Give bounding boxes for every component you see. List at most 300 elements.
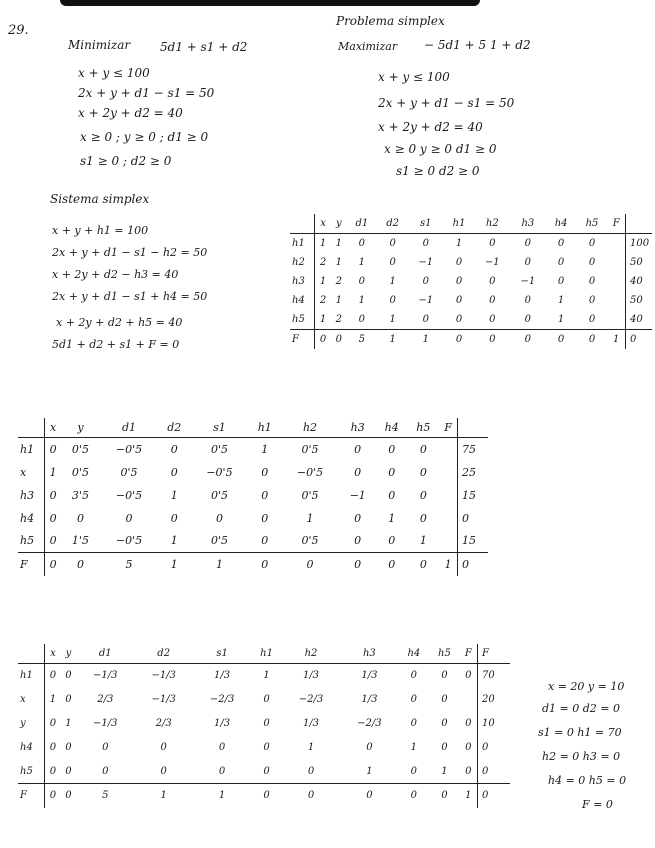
cell: 0	[160, 742, 167, 753]
rhs-cell: 100	[626, 234, 653, 254]
constraint-2: 2x + y + d1 − s1 = 50	[78, 86, 215, 100]
system-eq-2: 2x + y + d1 − s1 − h2 = 50	[52, 246, 208, 259]
cell: 0	[524, 314, 532, 325]
cell: 0'5	[301, 488, 319, 502]
cell: 1	[389, 314, 396, 325]
cell: 0	[160, 765, 167, 777]
cell: 0	[546, 330, 577, 350]
row-label: h3	[290, 272, 315, 291]
cell: 1'5	[71, 534, 89, 548]
objective-row	[290, 330, 652, 350]
cell: 0	[588, 295, 596, 306]
cell: 2	[319, 295, 327, 306]
table-row	[18, 530, 488, 553]
row-label: F	[18, 553, 45, 576]
cell: 0	[524, 238, 532, 249]
solution-line-1: x = 20 y = 10	[548, 680, 625, 693]
cell: −1/3	[151, 694, 176, 705]
cell: 0	[410, 670, 418, 682]
col-header: F	[607, 214, 625, 234]
cell: 0'5	[210, 488, 228, 502]
col-header: h1	[444, 214, 475, 234]
rhs-cell: 0	[458, 553, 489, 576]
cell: 0	[441, 718, 448, 729]
col-header: d2	[134, 644, 192, 664]
rhs-cell: 50	[626, 253, 653, 272]
cell: 0	[354, 534, 362, 548]
rhs-header	[626, 214, 653, 234]
cell: 1	[319, 314, 327, 325]
cell: 1	[49, 465, 57, 479]
cell: 1	[358, 295, 366, 306]
corner-cell	[18, 644, 45, 664]
rhs-cell: 0	[478, 736, 511, 760]
cell: 0	[422, 314, 429, 325]
cell: 0	[249, 553, 281, 576]
cell	[607, 310, 625, 330]
cell: 0	[524, 295, 532, 306]
system-eq-5: x + 2y + d2 + h5 = 40	[56, 316, 183, 329]
cell: 0	[263, 765, 270, 777]
cell: 0	[388, 488, 396, 502]
cell: 1	[557, 314, 565, 325]
constraint-3: x + 2y + d2 = 40	[78, 106, 183, 120]
cell: 0	[102, 765, 109, 777]
cell: 0	[76, 511, 84, 525]
cell: 1	[455, 238, 463, 249]
cell: 1	[388, 511, 396, 525]
cell: 0	[489, 276, 496, 287]
rhs-cell: 0	[478, 760, 511, 784]
cell: −1/3	[93, 718, 118, 729]
table-row	[290, 253, 652, 272]
cell: 0	[408, 553, 440, 576]
col-header: d1	[76, 644, 134, 664]
cell	[607, 272, 625, 291]
cell: 0	[510, 330, 546, 350]
cell: 0'5	[301, 442, 319, 456]
table-row	[290, 234, 652, 254]
max-constraint-1: x + y ≤ 100	[378, 70, 450, 84]
cell: 0	[45, 553, 62, 576]
system-eq-3: x + 2y + d2 − h3 = 40	[52, 268, 179, 281]
cell: 0	[389, 295, 396, 306]
col-header: h4	[399, 644, 430, 664]
cell: 0	[489, 295, 496, 306]
col-header: s1	[190, 418, 249, 438]
col-header: h2	[282, 644, 340, 664]
cell: 1	[358, 257, 366, 268]
cell: 0	[441, 670, 448, 682]
cell: 0	[263, 694, 270, 705]
cell: −1	[418, 257, 434, 268]
col-header: h5	[577, 214, 608, 234]
col-header: h3	[340, 644, 398, 664]
cell: 0	[307, 765, 315, 777]
cell: 5	[100, 553, 159, 576]
cell: 1	[319, 276, 327, 287]
cell: 0	[489, 314, 496, 325]
rhs-header	[458, 418, 489, 438]
cell: 0	[388, 465, 396, 479]
cell: 0	[61, 784, 76, 808]
cell: 0	[419, 511, 427, 525]
col-header: s1	[408, 214, 444, 234]
table-row	[290, 291, 652, 310]
col-header: h5	[429, 644, 460, 664]
cell: 0	[376, 553, 408, 576]
cell: 1/3	[302, 670, 320, 682]
problem-number: 29.	[8, 23, 29, 38]
cell: 0	[102, 742, 109, 753]
cell: 0	[557, 257, 565, 268]
cell: 1	[408, 330, 444, 350]
cell: 0	[465, 742, 472, 753]
corner-cell	[290, 214, 315, 234]
cell: 0	[251, 784, 282, 808]
cell: 0	[218, 765, 226, 777]
row-label: h3	[18, 484, 45, 507]
cell: 0	[557, 238, 565, 249]
cell: 0	[358, 238, 366, 249]
max-constraint-4: x ≥ 0 y ≥ 0 d1 ≥ 0	[384, 142, 497, 156]
cell: 0'5	[120, 465, 138, 479]
cell: 0	[49, 742, 57, 753]
col-header: y	[61, 644, 76, 664]
cell: −1	[484, 257, 500, 268]
table-row	[18, 484, 488, 507]
cell: 1	[607, 330, 625, 350]
cell: 0	[489, 238, 496, 249]
col-header: s1	[193, 644, 251, 664]
cell: 3'5	[71, 488, 89, 502]
cell: 0	[49, 534, 57, 548]
cell: −1	[418, 295, 434, 306]
constraint-5: s1 ≥ 0 ; d2 ≥ 0	[80, 154, 172, 168]
cell: 0	[49, 718, 57, 729]
tableau-3	[18, 644, 510, 808]
cell: 0	[358, 276, 366, 287]
cell: 1	[306, 511, 314, 525]
cell: 0	[49, 511, 57, 525]
cell: 0	[455, 295, 463, 306]
system-eq-1: x + y + h1 = 100	[52, 224, 149, 237]
cell: 0	[465, 718, 472, 729]
table-row	[18, 461, 488, 484]
row-label: h4	[18, 736, 45, 760]
cell: 1	[261, 442, 269, 456]
cell: 0	[388, 534, 396, 548]
col-header: x	[315, 214, 332, 234]
cell: 1	[134, 784, 192, 808]
cell: 0'5	[210, 534, 228, 548]
cell: 0	[419, 465, 427, 479]
cell: 0	[410, 694, 418, 705]
cell: 1	[419, 534, 427, 548]
row-label: h5	[18, 530, 45, 553]
cell: 0	[263, 718, 270, 729]
system-eq-4: 2x + y + d1 − s1 + h4 = 50	[52, 290, 208, 303]
max-constraint-5: s1 ≥ 0 d2 ≥ 0	[396, 164, 480, 178]
maximize-objective: − 5d1 + 5 1 + d2	[424, 38, 531, 52]
table-row	[290, 272, 652, 291]
rhs-cell: 0	[458, 507, 489, 530]
row-label: y	[18, 712, 45, 736]
objective-row	[18, 784, 510, 808]
tableau-2	[18, 418, 488, 576]
cell: 5	[346, 330, 377, 350]
cell: 1	[335, 238, 342, 249]
cell: 1	[335, 295, 342, 306]
col-header: y	[331, 214, 346, 234]
cell: 1	[65, 718, 72, 729]
tableau-3-header	[18, 644, 510, 664]
cell: 0	[577, 330, 608, 350]
minimize-objective: 5d1 + s1 + d2	[160, 40, 248, 54]
cell: 0	[282, 784, 340, 808]
tableau-1-header	[290, 214, 652, 234]
page-top-edge	[60, 0, 480, 6]
cell: 1	[190, 553, 249, 576]
cell: −1	[520, 276, 536, 287]
cell: 0	[170, 465, 178, 479]
cell: 0'5	[210, 442, 228, 456]
cell: −0'5	[296, 465, 324, 479]
cell: 2	[335, 276, 342, 287]
cell: 0	[340, 784, 398, 808]
cell: 0	[455, 276, 463, 287]
cell: 0	[61, 553, 99, 576]
row-label: h1	[290, 234, 315, 254]
cell: 1	[335, 257, 342, 268]
table-row	[18, 736, 510, 760]
row-label: h5	[18, 760, 45, 784]
cell: 0	[422, 276, 429, 287]
cell: 0	[49, 765, 57, 777]
cell: 0	[65, 742, 72, 753]
solution-line-3: s1 = 0 h1 = 70	[538, 726, 622, 739]
cell: −1	[349, 488, 366, 502]
objective-row	[18, 553, 488, 576]
cell: 0	[65, 694, 72, 705]
rhs-cell: 15	[458, 484, 489, 507]
cell: 0	[455, 314, 463, 325]
col-header: h2	[281, 418, 340, 438]
col-header: F	[439, 418, 457, 438]
system-eq-6: 5d1 + d2 + s1 + F = 0	[52, 338, 180, 351]
cell: 0	[49, 442, 57, 456]
row-label: h1	[18, 664, 45, 688]
cell: 1	[158, 553, 190, 576]
table-row	[290, 310, 652, 330]
table-row	[18, 688, 510, 712]
cell	[439, 461, 457, 484]
solution-line-2: d1 = 0 d2 = 0	[542, 702, 620, 715]
cell: 0	[388, 442, 396, 456]
max-constraint-2: 2x + y + d1 − s1 = 50	[378, 96, 515, 110]
cell: 0	[331, 330, 346, 350]
col-header: h4	[546, 214, 577, 234]
cell: 1/3	[361, 694, 378, 705]
row-label: F	[290, 330, 315, 350]
rhs-cell: 20	[478, 688, 511, 712]
table-row	[18, 438, 488, 461]
cell: 0	[475, 330, 511, 350]
cell: 0	[261, 534, 269, 548]
cell: 0	[588, 276, 596, 287]
table-row	[18, 507, 488, 530]
cell: 1/3	[361, 670, 378, 682]
col-header: h3	[339, 418, 375, 438]
cell: 0	[441, 694, 448, 705]
cell: 0	[125, 511, 133, 525]
cell: 0	[261, 488, 269, 502]
cell: 1	[557, 295, 565, 306]
rhs-header: F	[478, 644, 511, 664]
cell: 1/3	[214, 670, 231, 682]
cell: 2	[335, 314, 342, 325]
table-row	[18, 760, 510, 784]
cell: 0	[354, 442, 362, 456]
cell: 0	[389, 238, 396, 249]
cell: 0	[410, 718, 418, 729]
cell: 0	[170, 511, 178, 525]
rhs-cell: 0	[626, 330, 653, 350]
cell: 0	[263, 742, 270, 753]
constraint-4: x ≥ 0 ; y ≥ 0 ; d1 ≥ 0	[80, 130, 209, 144]
cell: 1	[460, 784, 478, 808]
cell: 1	[410, 742, 418, 753]
col-header: h1	[249, 418, 281, 438]
cell: 1	[366, 765, 373, 777]
cell: 1	[377, 330, 408, 350]
cell: 0	[261, 511, 269, 525]
col-header: d2	[377, 214, 408, 234]
solution-line-5: h4 = 0 h5 = 0	[548, 774, 627, 787]
cell: −0'5	[115, 442, 143, 456]
solution-line-6: F = 0	[582, 798, 613, 811]
cell	[439, 484, 457, 507]
rhs-cell: 75	[458, 438, 489, 461]
col-header: d2	[158, 418, 190, 438]
cell: 2	[319, 257, 327, 268]
cell: 0	[218, 742, 226, 753]
cell: 0	[45, 784, 61, 808]
cell: 0	[419, 488, 427, 502]
tableau-1	[290, 214, 652, 349]
cell: 0	[419, 442, 427, 456]
cell: −0'5	[115, 534, 143, 548]
cell: 0	[49, 488, 57, 502]
cell: 0	[354, 511, 362, 525]
problem-simplex-title: Problema simplex	[336, 14, 445, 28]
cell: 0	[358, 314, 366, 325]
cell: 0	[49, 670, 57, 682]
row-label: x	[18, 688, 45, 712]
row-label: F	[18, 784, 45, 808]
cell: 0	[444, 330, 475, 350]
cell: −2/3	[209, 694, 235, 705]
cell	[439, 438, 457, 461]
col-header: x	[45, 418, 62, 438]
cell: −0'5	[115, 488, 143, 502]
cell: 0	[524, 257, 532, 268]
rhs-cell: 15	[458, 530, 489, 553]
cell: 0	[261, 465, 269, 479]
table-row	[18, 712, 510, 736]
cell: 1	[193, 784, 251, 808]
col-header: F	[460, 644, 478, 664]
cell: 0	[441, 742, 448, 753]
row-label: h2	[290, 253, 315, 272]
cell: 0	[65, 670, 72, 682]
cell: 0	[65, 765, 72, 777]
cell: 0	[366, 742, 373, 753]
cell: 0	[465, 670, 472, 682]
cell	[607, 234, 625, 254]
rhs-cell: 70	[478, 664, 511, 688]
cell: 0	[557, 276, 565, 287]
rhs-cell: 10	[478, 712, 511, 736]
cell: 0	[281, 553, 340, 576]
constraint-1: x + y ≤ 100	[78, 66, 150, 80]
row-label: h5	[290, 310, 315, 330]
cell: 1/3	[214, 718, 231, 729]
cell: −1/3	[93, 670, 118, 682]
max-constraint-3: x + 2y + d2 = 40	[378, 120, 483, 134]
col-header: d1	[346, 214, 377, 234]
col-header: d1	[100, 418, 159, 438]
cell: 0	[429, 784, 460, 808]
col-header: h4	[376, 418, 408, 438]
col-header: h3	[510, 214, 546, 234]
cell: 0	[588, 257, 596, 268]
maximize-label: Maximizar	[338, 40, 398, 53]
cell: 0	[339, 553, 375, 576]
cell	[460, 688, 478, 712]
cell	[439, 507, 457, 530]
cell: 1	[439, 553, 457, 576]
solution-line-4: h2 = 0 h3 = 0	[542, 750, 621, 763]
cell: 0	[455, 257, 463, 268]
cell: 0	[588, 314, 596, 325]
rhs-cell: 40	[626, 310, 653, 330]
cell: 1	[441, 765, 448, 777]
rhs-cell: 0	[478, 784, 511, 808]
cell: 5	[76, 784, 134, 808]
cell: 0	[389, 257, 396, 268]
cell: 0'5	[71, 442, 89, 456]
cell: 1	[307, 742, 315, 753]
row-label: h4	[290, 291, 315, 310]
row-label: x	[18, 461, 45, 484]
cell: 0	[410, 765, 418, 777]
cell: 0	[315, 330, 332, 350]
col-header: h5	[408, 418, 440, 438]
simplex-system-title: Sistema simplex	[50, 192, 150, 206]
col-header: x	[45, 644, 61, 664]
cell: 1	[263, 670, 270, 682]
col-header: y	[61, 418, 99, 438]
tableau-2-header	[18, 418, 488, 438]
row-label: h1	[18, 438, 45, 461]
cell	[607, 291, 625, 310]
minimize-label: Minimizar	[68, 38, 131, 52]
row-label: h4	[18, 507, 45, 530]
corner-cell	[18, 418, 45, 438]
col-header: h1	[251, 644, 282, 664]
cell: 1	[170, 488, 178, 502]
